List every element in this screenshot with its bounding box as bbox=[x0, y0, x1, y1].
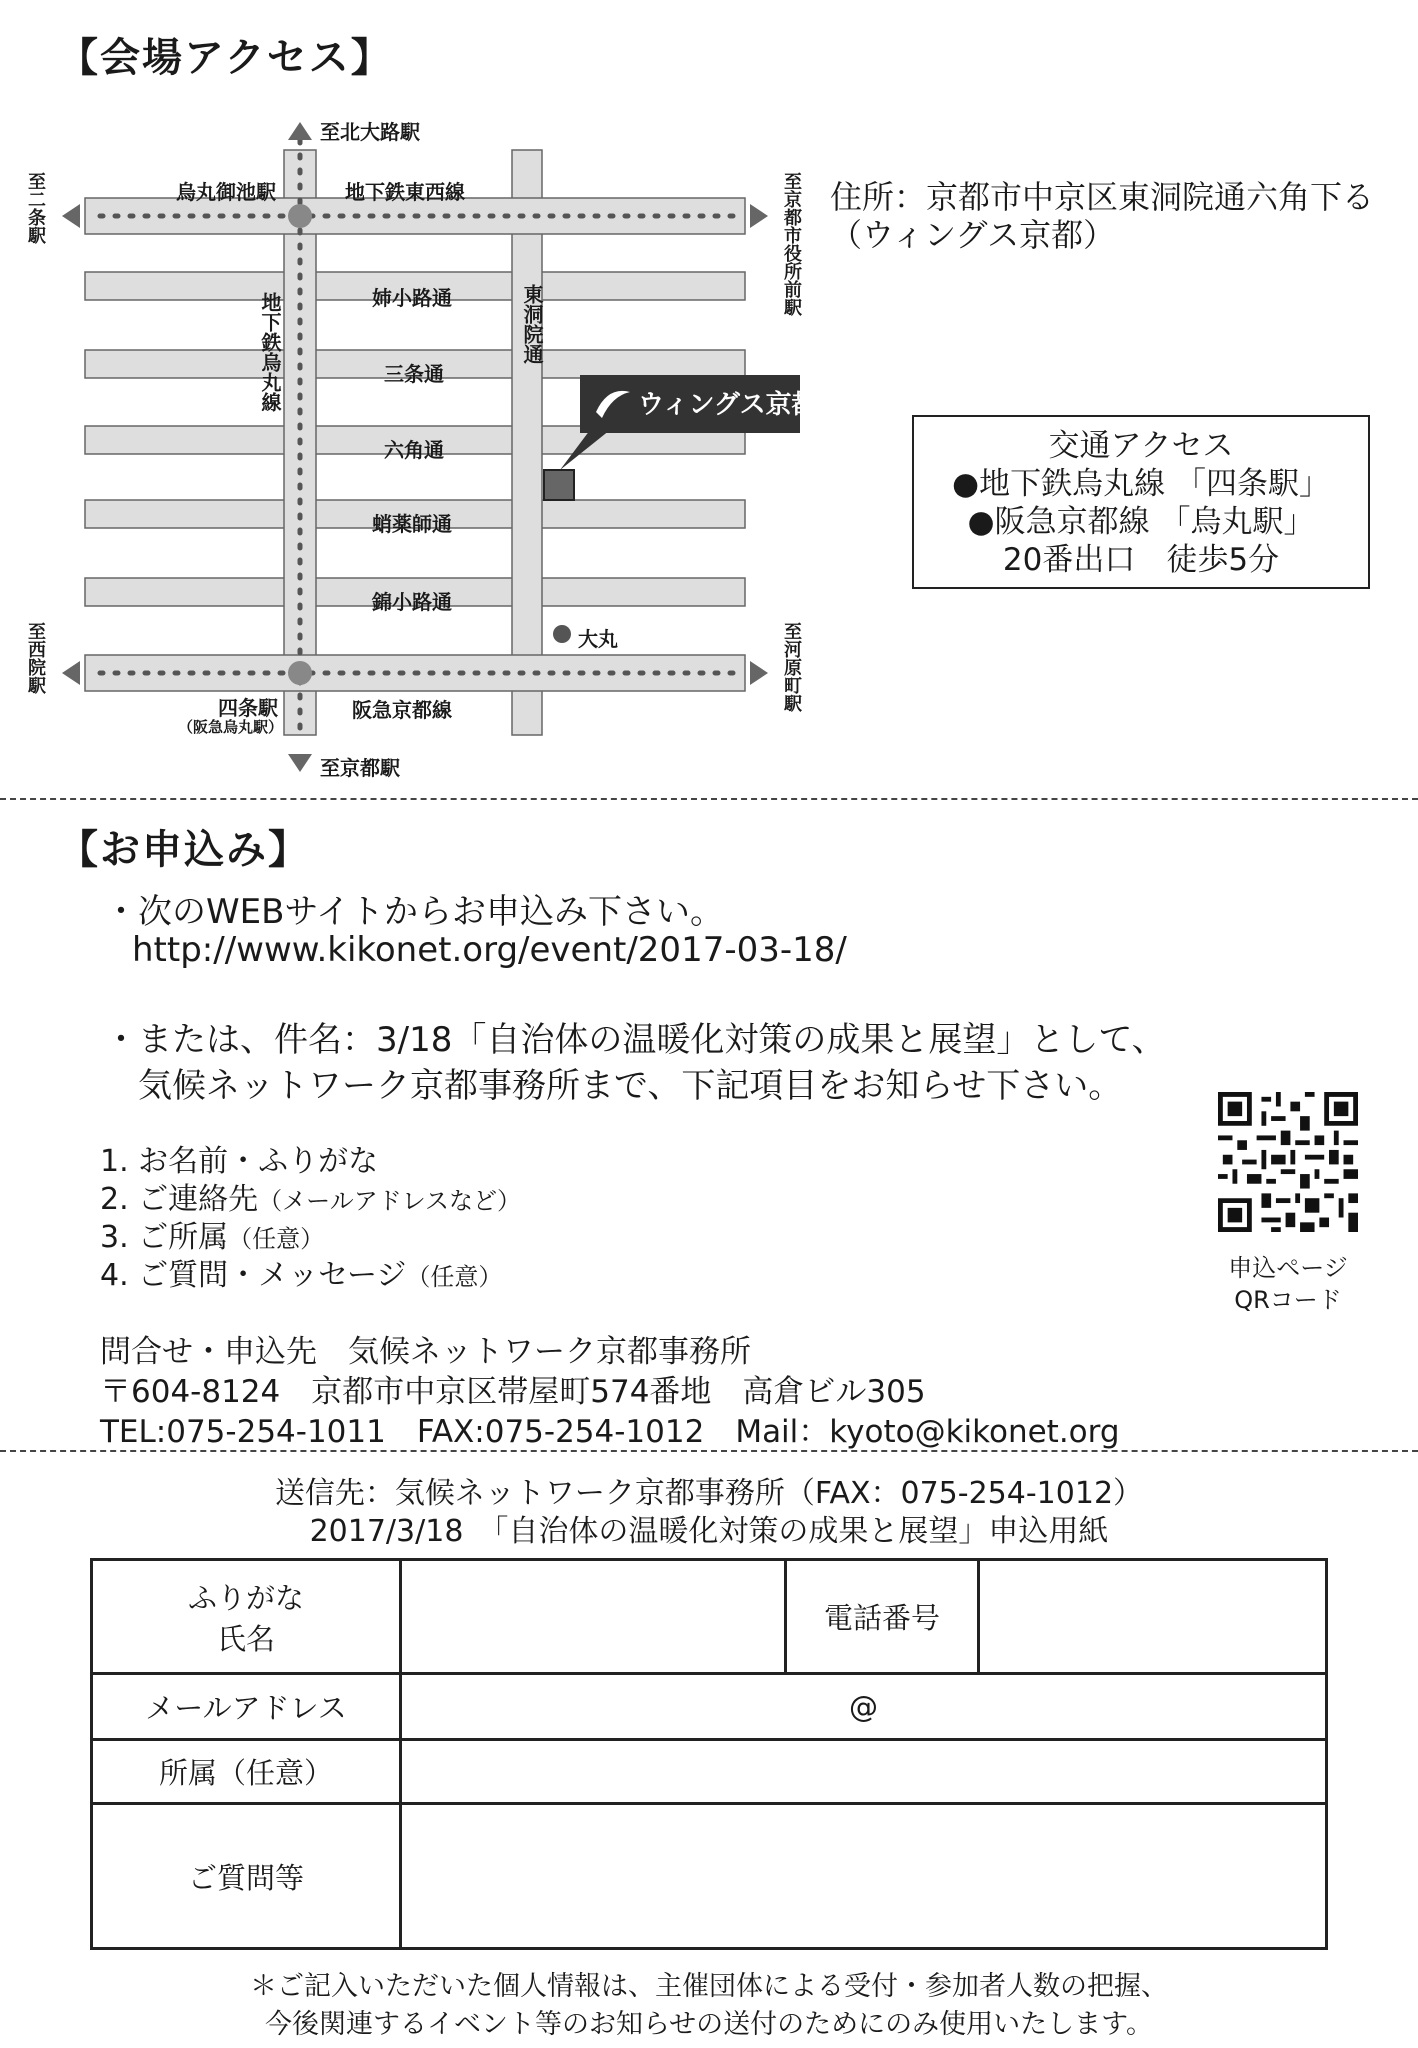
phone-label: 電話番号 bbox=[786, 1560, 979, 1674]
map-east-top: 至京都市役所前駅 bbox=[781, 172, 802, 316]
arrow-south bbox=[288, 754, 312, 772]
item-4: 4. ご質問・メッセージ（任意） bbox=[100, 1258, 503, 1293]
item-2: 2. ご連絡先（メールアドレスなど） bbox=[100, 1182, 521, 1217]
map-station-top: 烏丸御池駅 bbox=[176, 180, 276, 204]
transit-access-box bbox=[912, 415, 1370, 589]
contact-line3: TEL:075-254-1011 FAX:075-254-1012 Mail：kyoto@kikonet.org bbox=[100, 1414, 1120, 1450]
map-station-bottom: 四条駅 bbox=[218, 696, 278, 720]
arrow-west-top bbox=[62, 204, 80, 228]
map-east-bottom: 至河原町駅 bbox=[781, 622, 802, 712]
apply-url-link[interactable]: http://www.kikonet.org/event/2017-03-18/ bbox=[132, 930, 847, 970]
access-heading: 【会場アクセス】 bbox=[58, 35, 393, 81]
apply-mail-line1: ・または、件名：3/18「自治体の温暖化対策の成果と展望」として、 bbox=[104, 1020, 1166, 1060]
name-field[interactable] bbox=[401, 1560, 786, 1674]
map-daimaru: 大丸 bbox=[578, 627, 618, 651]
map-station-bottom-sub: （阪急烏丸駅） bbox=[178, 718, 284, 736]
footer-line1: ＊ご記入いただいた個人情報は、主催団体による受付・参加者人数の把握、 bbox=[250, 1971, 1168, 2002]
contact-line1: 問合せ・申込先 気候ネットワーク京都事務所 bbox=[100, 1334, 751, 1370]
apply-web-line: ・次のWEBサイトからお申込み下さい。 bbox=[104, 892, 725, 932]
station-shijo-dot bbox=[288, 661, 312, 685]
arrow-east-bottom bbox=[750, 661, 768, 685]
email-label: メールアドレス bbox=[92, 1674, 401, 1740]
map-street2: 三条通 bbox=[384, 362, 444, 386]
arrow-east-top bbox=[750, 204, 768, 228]
map-subway-vertical: 地下鉄烏丸線 bbox=[258, 292, 282, 412]
footer-line2: 今後関連するイベント等のお知らせの送付のためにのみ使用いたします。 bbox=[264, 2009, 1154, 2040]
qr-code-icon[interactable] bbox=[1218, 1092, 1358, 1232]
map-line-top: 地下鉄東西線 bbox=[345, 180, 465, 204]
divider-2 bbox=[0, 1450, 1418, 1452]
phone-field[interactable] bbox=[979, 1560, 1327, 1674]
item-1: 1. お名前・ふりがな bbox=[100, 1144, 379, 1179]
map-street4: 蛸薬師通 bbox=[372, 512, 452, 536]
map-west-bottom: 至西院駅 bbox=[25, 622, 46, 694]
transit-line3: 20番出口 徒歩5分 bbox=[1002, 542, 1280, 578]
map-street-vertical: 東洞院通 bbox=[520, 284, 544, 364]
contact-line2: 〒604-8124 京都市中京区帯屋町574番地 高倉ビル305 bbox=[100, 1374, 926, 1410]
address-line1: 住所：京都市中京区東洞院通六角下る bbox=[830, 178, 1375, 216]
station-oike-dot bbox=[288, 204, 312, 228]
name-label-cell bbox=[92, 1560, 401, 1674]
qr-caption1: 申込ページ bbox=[1228, 1254, 1348, 1282]
furigana-label: ふりがな bbox=[187, 1580, 304, 1615]
map-south: 至京都駅 bbox=[320, 756, 400, 780]
affiliation-label: 所属（任意） bbox=[92, 1740, 401, 1804]
form-title-line: 2017/3/18 「自治体の温暖化対策の成果と展望」申込用紙 bbox=[309, 1514, 1109, 1549]
item-3: 3. ご所属（任意） bbox=[100, 1220, 325, 1255]
transit-line2: ●阪急京都線 「烏丸駅」 bbox=[967, 504, 1315, 540]
venue-marker bbox=[544, 470, 574, 500]
apply-heading: 【お申込み】 bbox=[58, 827, 310, 873]
email-field[interactable]: @ bbox=[401, 1674, 1327, 1740]
questions-label: ご質問等 bbox=[92, 1804, 401, 1949]
arrow-north bbox=[288, 122, 312, 140]
map-line-bottom: 阪急京都線 bbox=[352, 698, 452, 722]
affiliation-field[interactable] bbox=[401, 1740, 1327, 1804]
questions-field[interactable] bbox=[401, 1804, 1327, 1949]
venue-label: ウィングス京都 bbox=[638, 390, 818, 420]
map-street3: 六角通 bbox=[384, 438, 444, 462]
arrow-west-bottom bbox=[62, 661, 80, 685]
transit-title: 交通アクセス bbox=[1048, 428, 1234, 464]
name-label: 氏名 bbox=[216, 1621, 275, 1656]
map-street5: 錦小路通 bbox=[372, 590, 452, 614]
map-west-top: 至二条駅 bbox=[25, 172, 46, 244]
qr-caption2: QRコード bbox=[1234, 1286, 1342, 1314]
street-bar-higashinotoin bbox=[512, 150, 542, 735]
divider-1 bbox=[0, 798, 1418, 800]
map-north: 至北大路駅 bbox=[320, 120, 420, 144]
apply-mail-line2: 気候ネットワーク京都事務所まで、下記項目をお知らせ下さい。 bbox=[138, 1066, 1123, 1106]
application-form bbox=[90, 1558, 1328, 1950]
form-to-line: 送信先：気候ネットワーク京都事務所（FAX：075-254-1012） bbox=[274, 1476, 1144, 1511]
transit-line1: ●地下鉄烏丸線 「四条駅」 bbox=[952, 466, 1330, 502]
daimaru-dot bbox=[553, 625, 571, 643]
map-street1: 姉小路通 bbox=[372, 286, 452, 310]
address-line2: （ウィングス京都） bbox=[830, 216, 1116, 254]
